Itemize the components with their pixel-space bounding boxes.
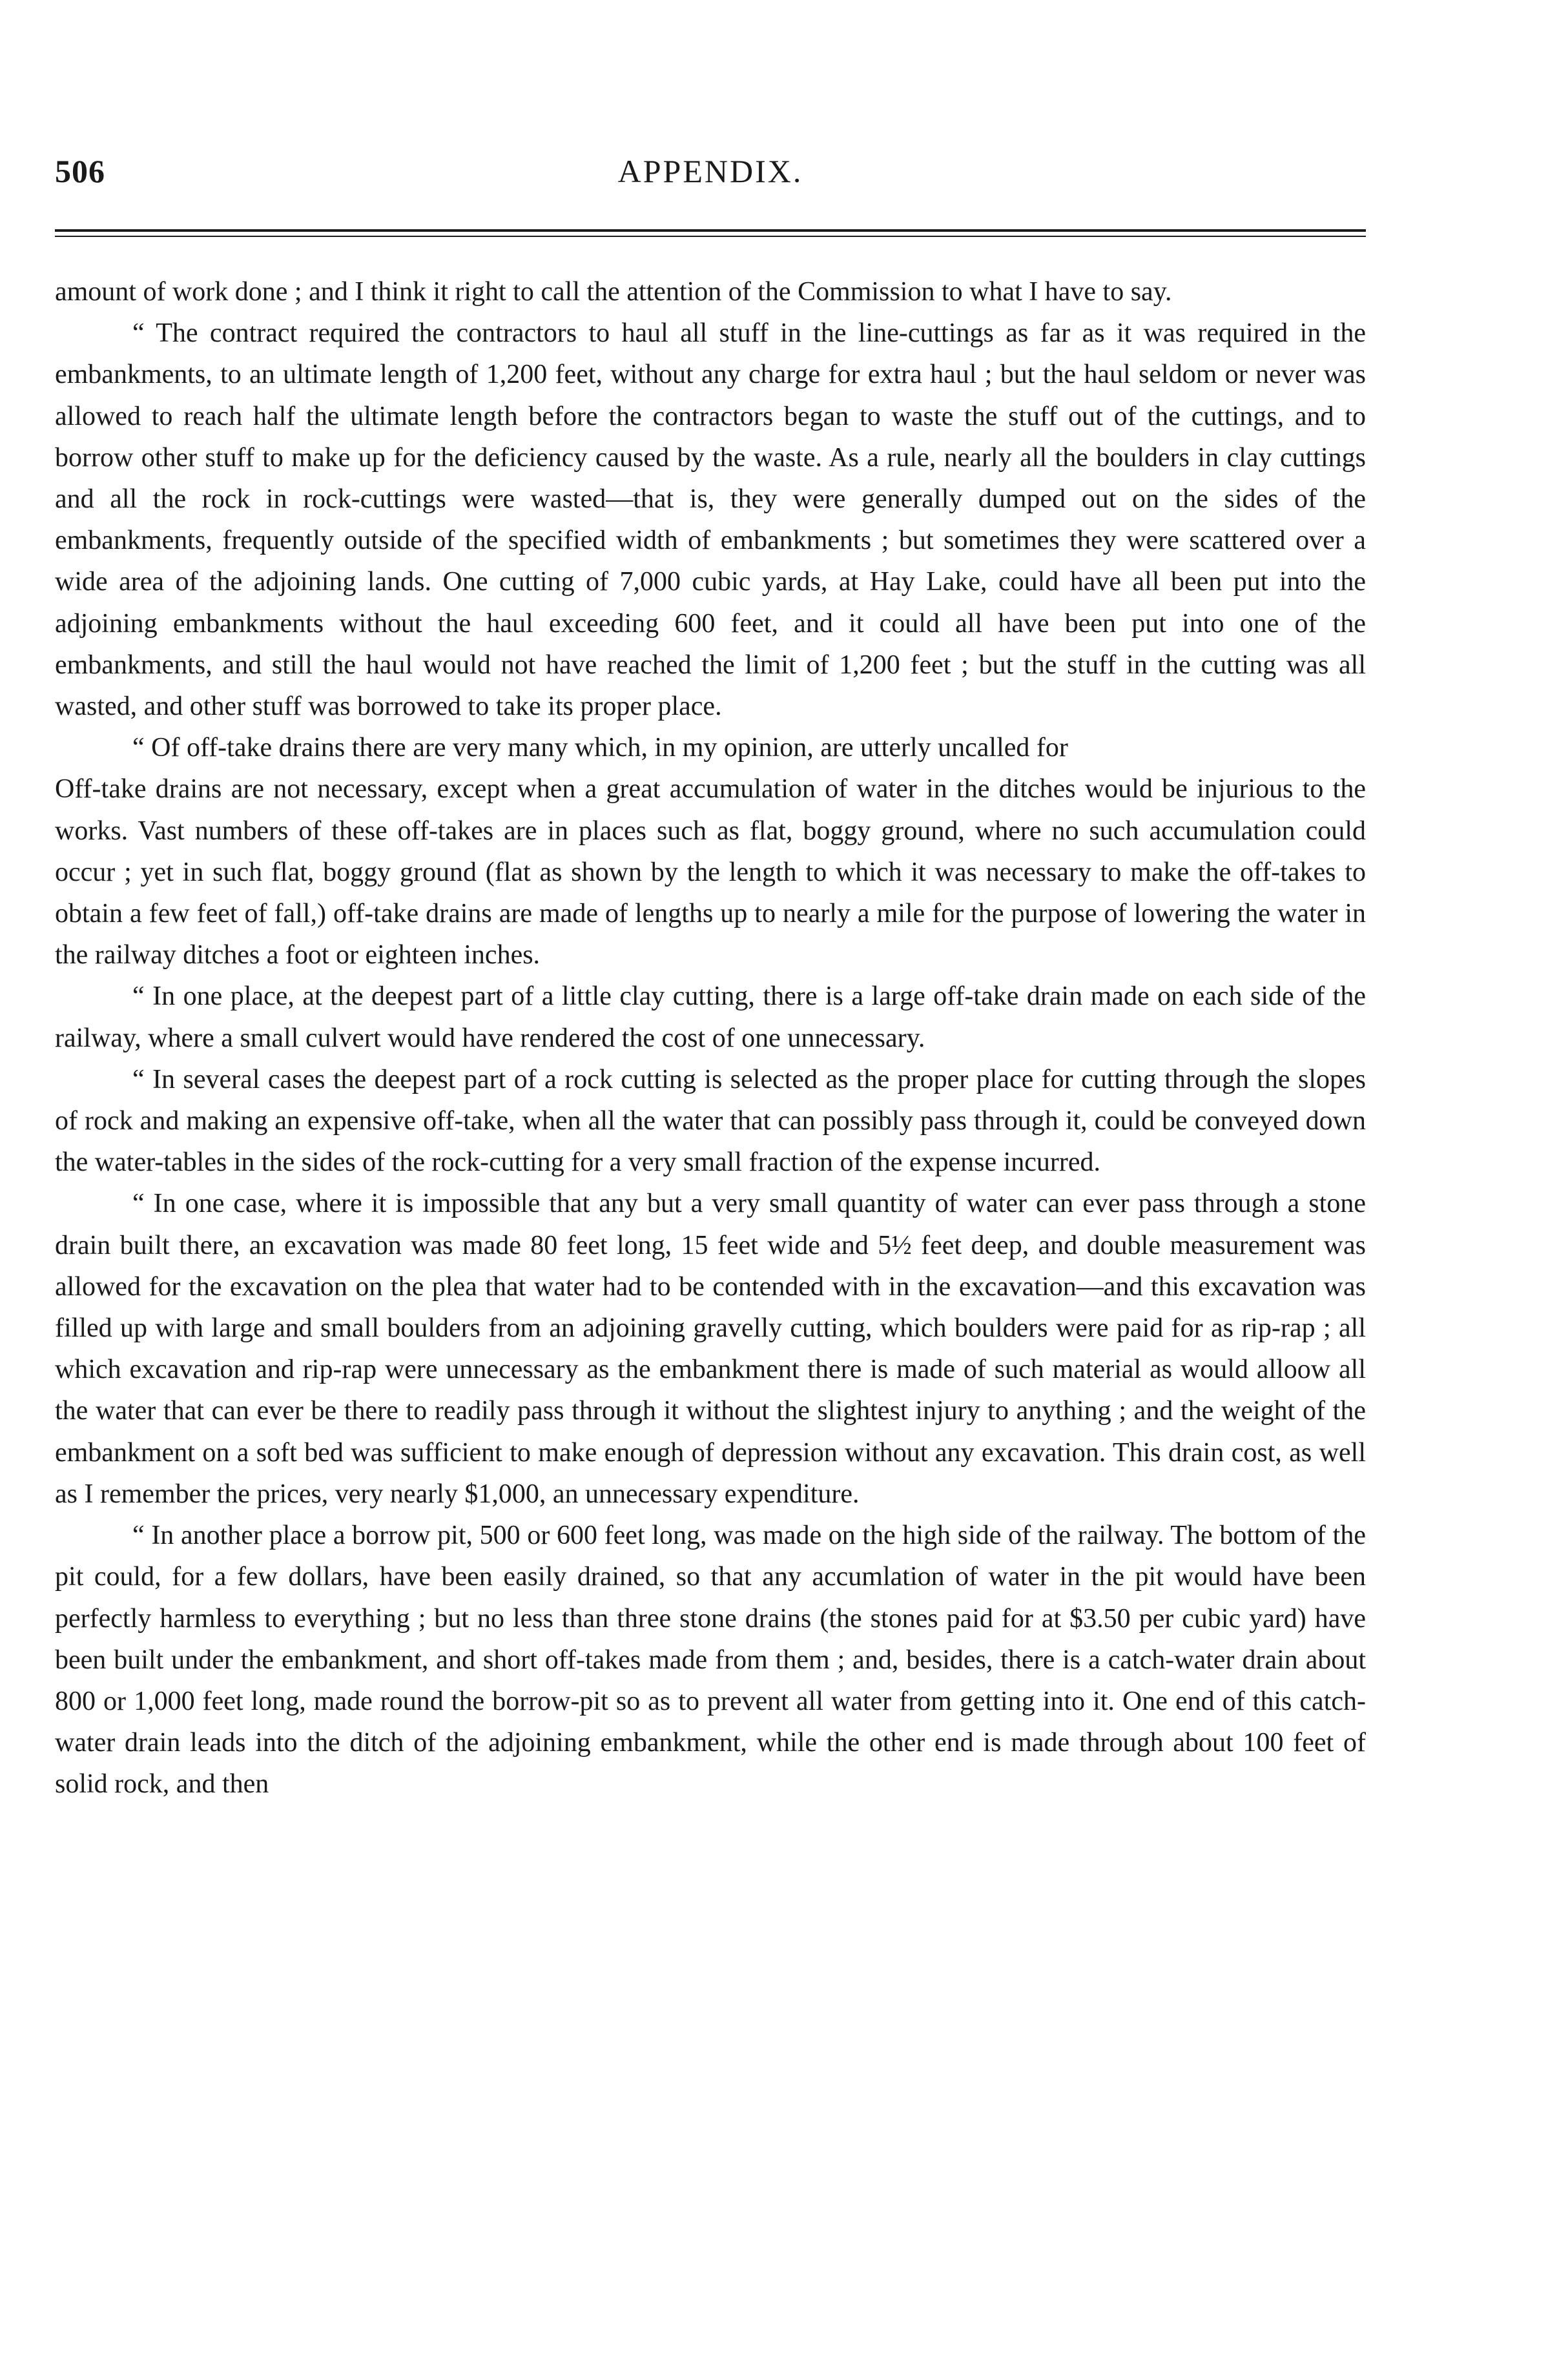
paragraph: “ In another place a borrow pit, 500 or 600 feet long, was made on the high side of the railway. The bottom of the pit could, for a few dollars, have been easily drained, so that any accumlation of water in the pit would have been perfectly harmless to everything ; but no less than three stone drains (the stones paid for at $3.50 per cubic yard) have been built under the embankment, and short off-takes made from them ; and, besides, there is a catch-water drain about 800 or 1,000 feet long, made round the borrow-pit so as to prevent all water from getting into it. One end of this catch-water drain leads into the ditch of the adjoining embankment, while the other end is made through about 100 feet of solid rock, and then <box>55 1521 1366 1800</box>
paragraph: “ In one case, where it is impossible that any but a very small quantity of water can ever pass through a stone drain built there, an excavation was made 80 feet long, 15 feet wide and 5½ feet deep, and double measurement was allowed for the excavation on the plea that water had to be contended with in the excavation—and this excavation was filled up with large and small boulders from an adjoining gravelly cutting, which boulders were paid for as rip-rap ; all which excavation and rip-rap were unnecessary as the embankment there is made of such material as would alloow all the water that can ever be there to readily pass through it without the slightest injury to anything ; and the weight of the embankment on a soft bed was sufficient to make enough of depression without any excavation. This drain cost, as well as I remember the prices, very nearly $1,000, an unnecessary expenditure. <box>55 1189 1366 1509</box>
running-title: APPENDIX. <box>617 153 803 189</box>
paragraph: Off-take drains are not necessary, except when a great accumulation of water in the ditches would be injurious to the works. Vast numbers of these off-takes are in places such as flat, boggy ground, where no such accumulation could occur ; yet in such flat, boggy ground (flat as shown by the length to which it was necessary to make the off-takes to obtain a few feet of fall,) off-take drains are made of lengths up to nearly a mile for the purpose of lowering the water in the railway ditches a foot or eighteen inches. <box>55 774 1366 970</box>
header-rule-thin <box>55 236 1366 237</box>
paragraph: amount of work done ; and I think it right to call the attention of the Commission to what I have to say. <box>55 277 1172 307</box>
page-number: 506 <box>55 153 105 189</box>
body-text <box>55 271 1366 1805</box>
paragraph: “ In one place, at the deepest part of a little clay cutting, there is a large off-take drain made on each side of the railway, where a small culvert would have rendered the cost of one unnecessary. <box>55 981 1366 1053</box>
header-rule-thick <box>55 229 1366 232</box>
paragraph: “ The contract required the contractors to haul all stuff in the line-cuttings as far as it was required in the embankments, to an ultimate length of 1,200 feet, without any charge for extra haul ; but the haul seldom or never was allowed to reach half the ultimate length before the contractors began to waste the stuff out of the cuttings, and to borrow other stuff to make up for the deficiency caused by the waste. As a rule, nearly all the boulders in clay cuttings and all the rock in rock-cuttings were wasted—that is, they were generally dumped out on the sides of the embankments, frequently outside of the specified width of embankments ; but sometimes they were scattered over a wide area of the adjoining lands. One cutting of 7,000 cubic yards, at Hay Lake, could have all been put into the adjoining embankments without the haul exceeding 600 feet, and it could all have been put into one of the embankments, and still the haul would not have reached the limit of 1,200 feet ; but the stuff in the cutting was all wasted, and other stuff was borrowed to take its proper place. <box>55 318 1366 722</box>
running-head <box>55 152 1366 204</box>
paragraph: “ Of off-take drains there are very many which, in my opinion, are utterly uncalled for <box>132 733 1068 763</box>
paragraph: “ In several cases the deepest part of a rock cutting is selected as the proper place for cutting through the slopes of rock and making an expensive off-take, when all the water that can possibly pass through it, could be conveyed down the water-tables in the sides of the rock-cutting for a very small fraction of the expense incurred. <box>55 1064 1366 1178</box>
